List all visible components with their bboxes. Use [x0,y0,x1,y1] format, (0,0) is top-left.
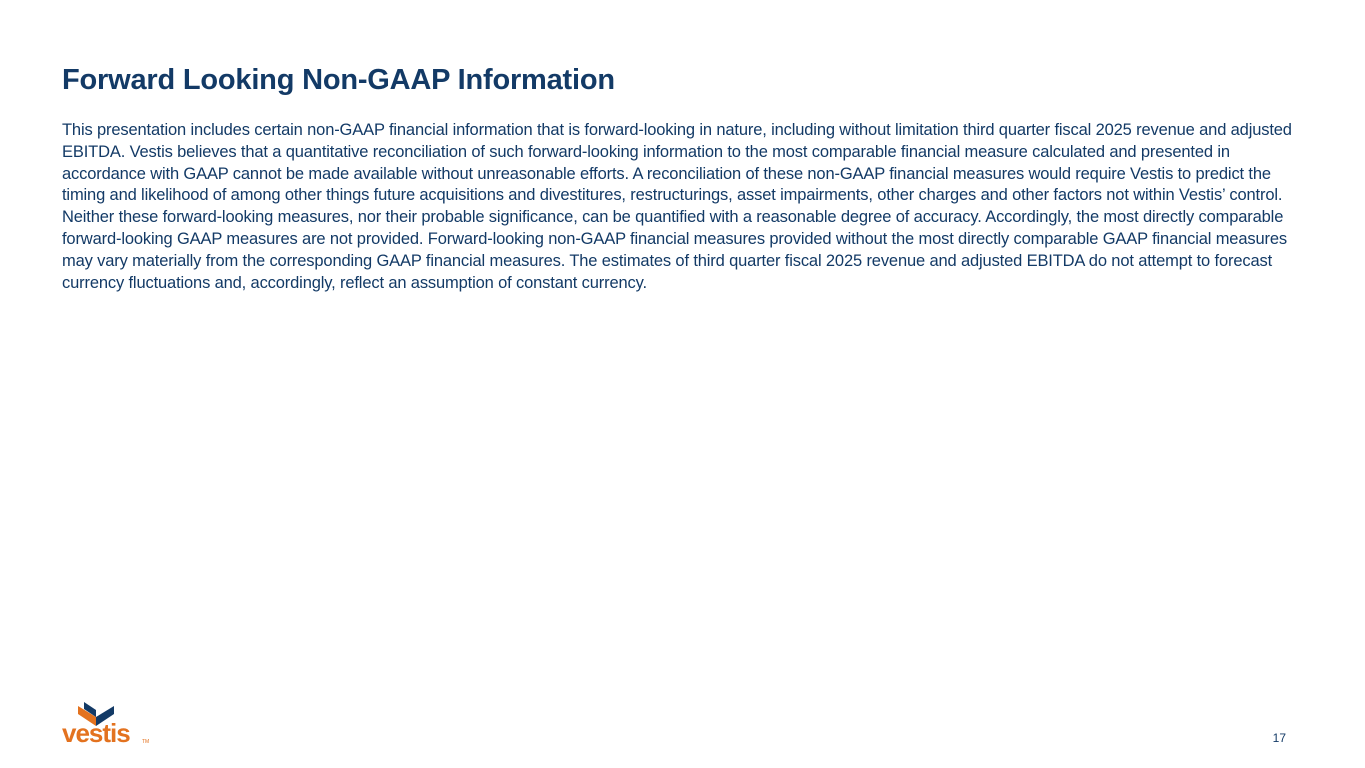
slide-body-text: This presentation includes certain non-GAAP financial information that is forward-looking in nature, including without limitation third quarter fiscal 2025 revenue and adjusted EBITDA. Vestis believes that a quantitative reconciliation of such forward-looking information to the most comparable financial measure calculated and presented in accordance with GAAP cannot be made available without unreasonable efforts. A reconciliation of these non-GAAP financial measures would require Vestis to predict the timing and likelihood of among other things future acquisitions and divestitures, restructurings, asset impairments, other charges and other factors not within Vestis’ control. Neither these forward-looking measures, nor their probable significance, can be quantified with a reasonable degree of accuracy. Accordingly, the most directly comparable forward-looking GAAP measures are not provided. Forward-looking non-GAAP financial measures provided without the most directly comparable GAAP financial measures may vary materially from the corresponding GAAP financial measures. The estimates of third quarter fiscal 2025 revenue and adjusted EBITDA do not attempt to forecast currency fluctuations and, accordingly, reflect an assumption of constant currency. [62,121,1292,292]
page-number: 17 [1272,731,1286,745]
vestis-logo [62,702,154,748]
logo-trademark: TM [142,739,150,745]
slide-title: Forward Looking Non-GAAP Information [62,64,615,96]
logo-wordmark: vestis [62,718,130,748]
